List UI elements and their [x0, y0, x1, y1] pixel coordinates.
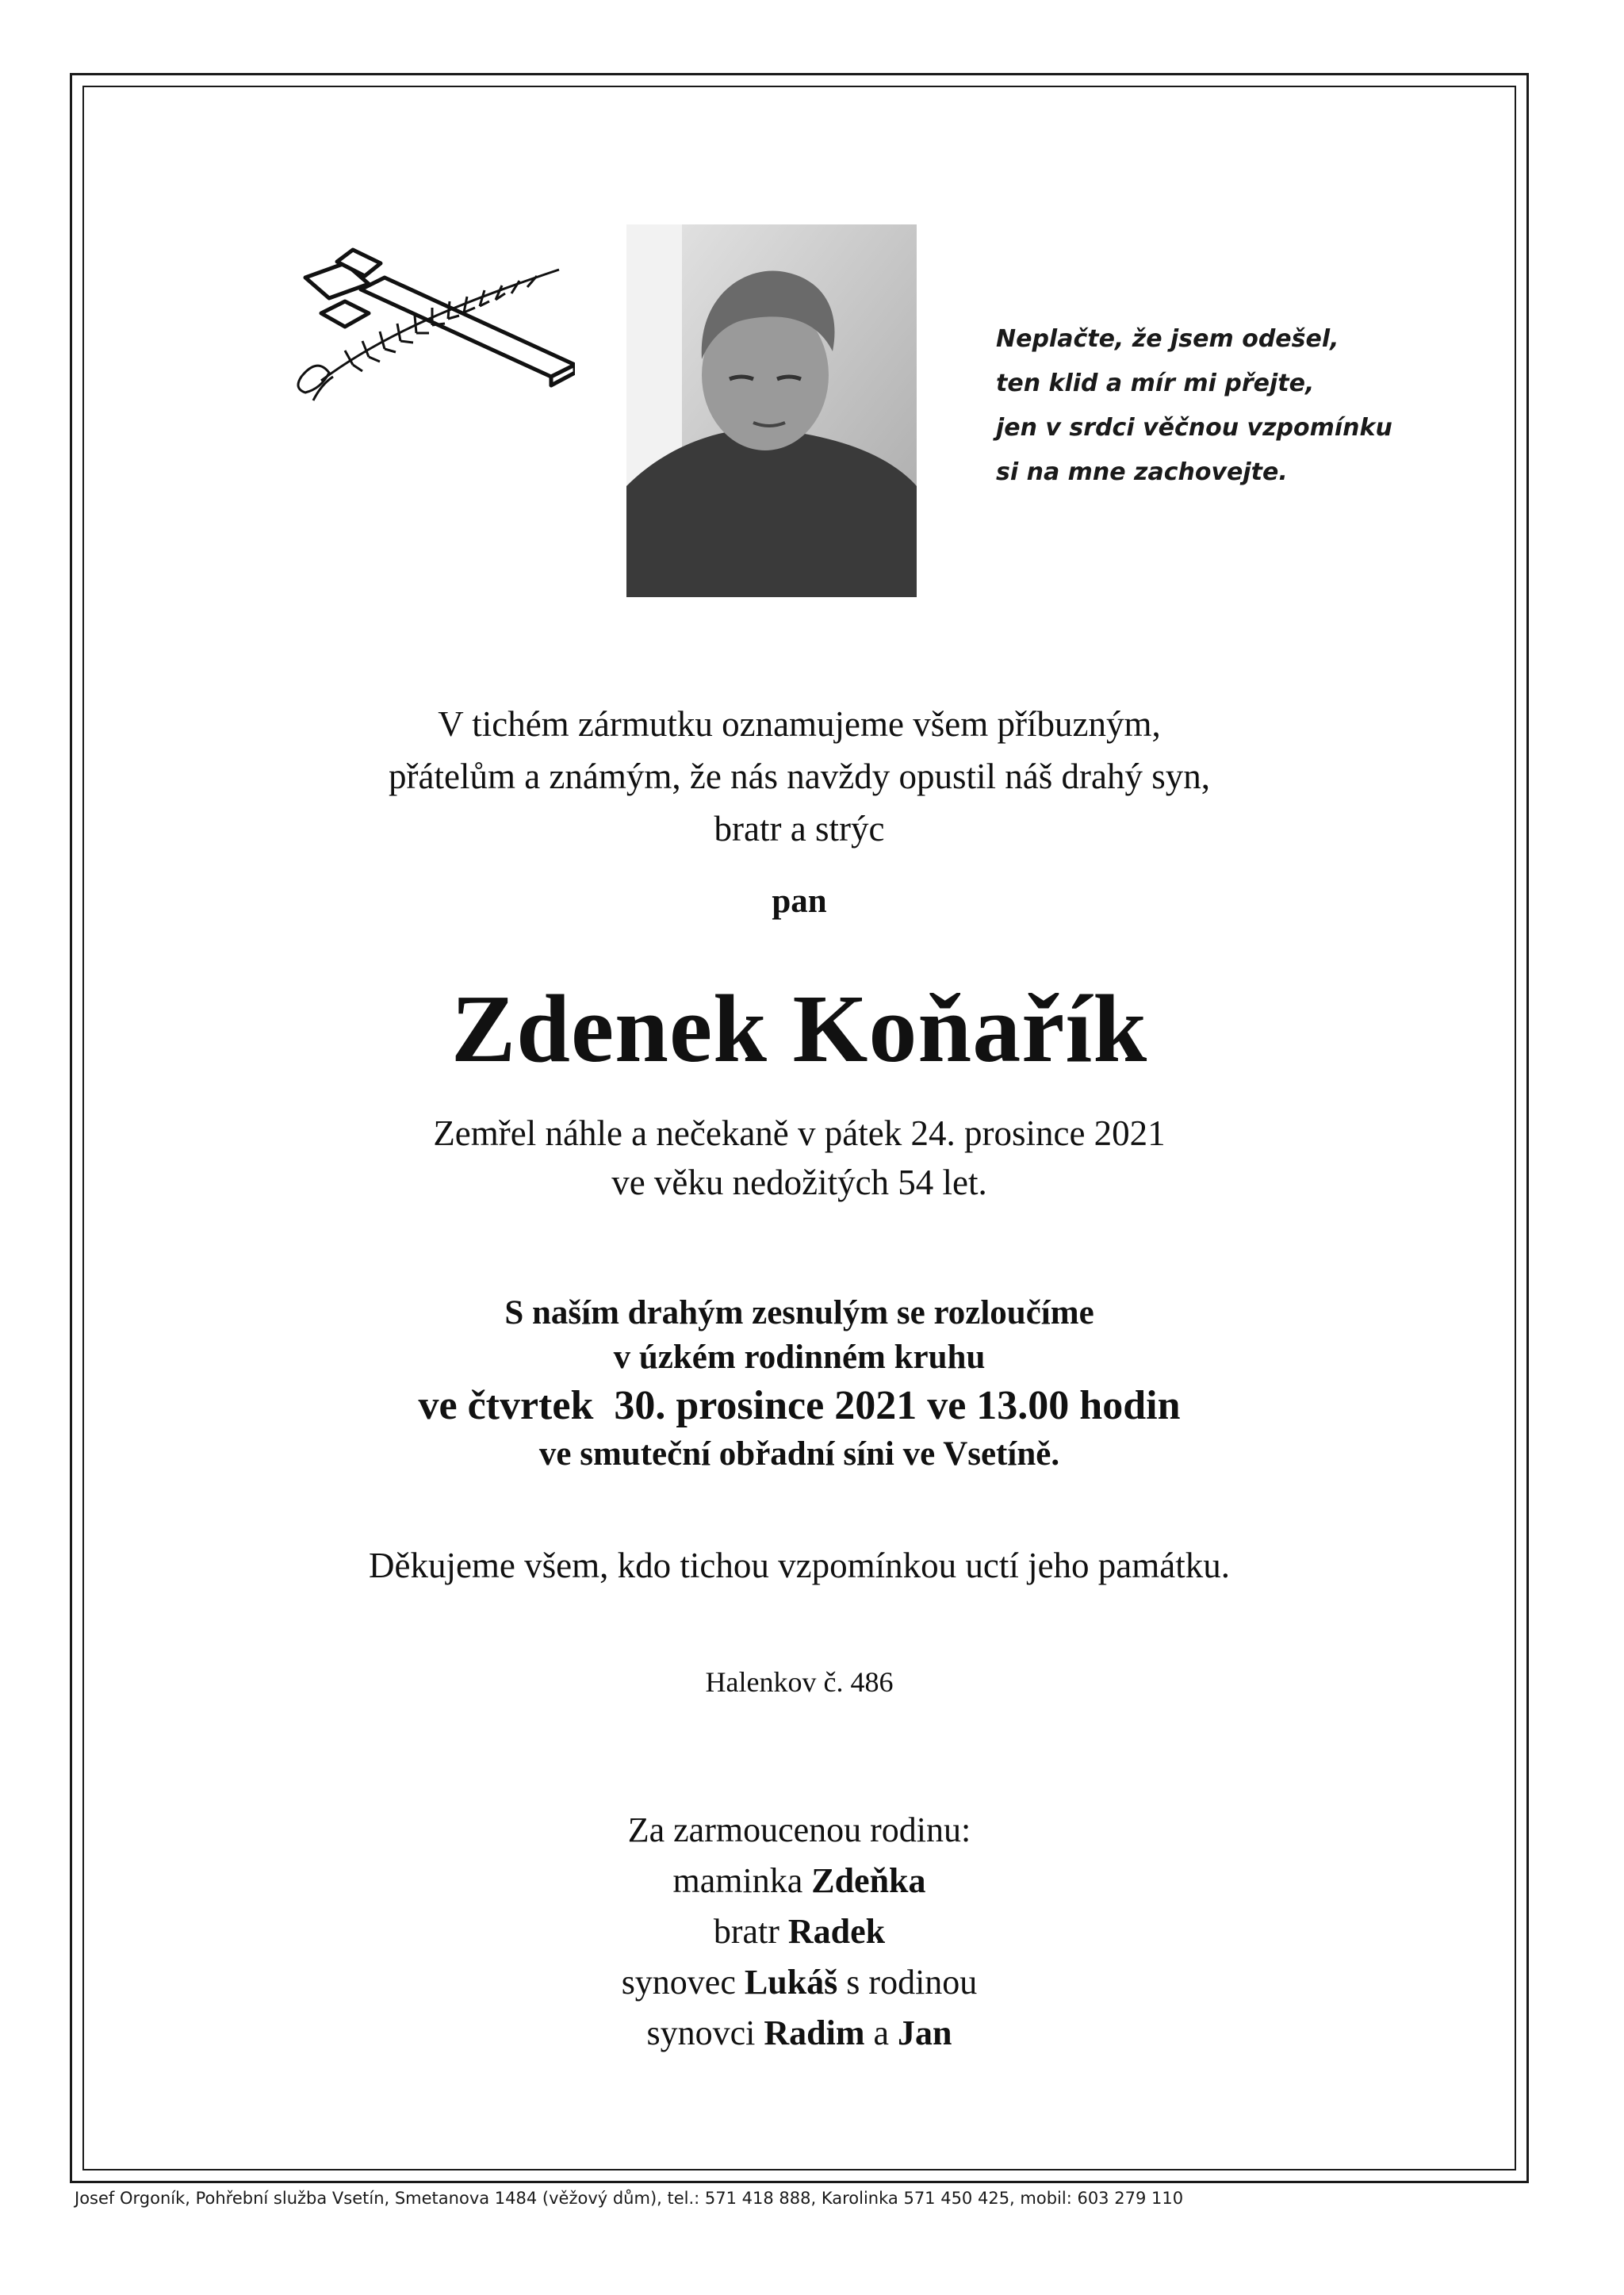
farewell-info — [82, 1291, 1516, 1477]
thanks-text: Děkujeme všem, kdo tichou vzpomínkou uctí jeho památku. — [368, 1546, 1231, 1585]
title-pan: pan — [772, 883, 827, 920]
poem-line: ten klid a mír mi přejte, — [996, 370, 1315, 397]
family-member: synovec Lukáš s rodinou — [621, 1963, 978, 2002]
cross-with-palm-icon — [289, 246, 575, 404]
death-info — [82, 1109, 1516, 1207]
farewell-place: ve smuteční obřadní síni ve Vsetíně. — [538, 1435, 1060, 1473]
family-member: bratr Radek — [713, 1912, 886, 1951]
family-member: maminka Zdeňka — [672, 1861, 926, 1900]
farewell-line: v úzkém rodinném kruhu — [613, 1339, 986, 1376]
family-heading: Za zarmoucenou rodinu: — [627, 1810, 971, 1849]
poem-line: si na mne zachovejte. — [996, 458, 1288, 486]
family-member: synovci Radim a Jan — [646, 2013, 952, 2052]
intro-line: bratr a strýc — [714, 809, 885, 849]
deceased-name: Zdenek Koňařík — [450, 975, 1148, 1082]
death-line: ve věku nedožitých 54 let. — [611, 1163, 987, 1202]
portrait-photo — [626, 224, 917, 597]
intro-line: přátelům a známým, že nás navždy opustil náš drahý syn, — [389, 757, 1210, 796]
poem-line: Neplačte, že jsem odešel, — [996, 325, 1339, 353]
death-line: Zemřel náhle a nečekaně v pátek 24. prosince 2021 — [433, 1113, 1166, 1153]
address: Halenkov č. 486 — [705, 1666, 894, 1698]
farewell-datetime: ve čtvrtek 30. prosince 2021 ve 13.00 hodin — [418, 1383, 1181, 1428]
poem-line: jen v srdci věčnou vzpomínku — [996, 414, 1392, 442]
farewell-line: S naším drahým zesnulým se rozloučíme — [504, 1294, 1094, 1331]
funeral-service-footer: Josef Orgoník, Pohřební služba Vsetín, Smetanova 1484 (věžový dům), tel.: 571 418 888, Karolinka 571 450 425, mobil: 603 279 110 — [75, 2189, 1184, 2208]
family-list — [82, 1805, 1516, 2059]
intro-line: V tichém zármutku oznamujeme všem příbuzným, — [438, 704, 1161, 744]
intro-text — [82, 698, 1516, 855]
poem — [996, 317, 1440, 495]
